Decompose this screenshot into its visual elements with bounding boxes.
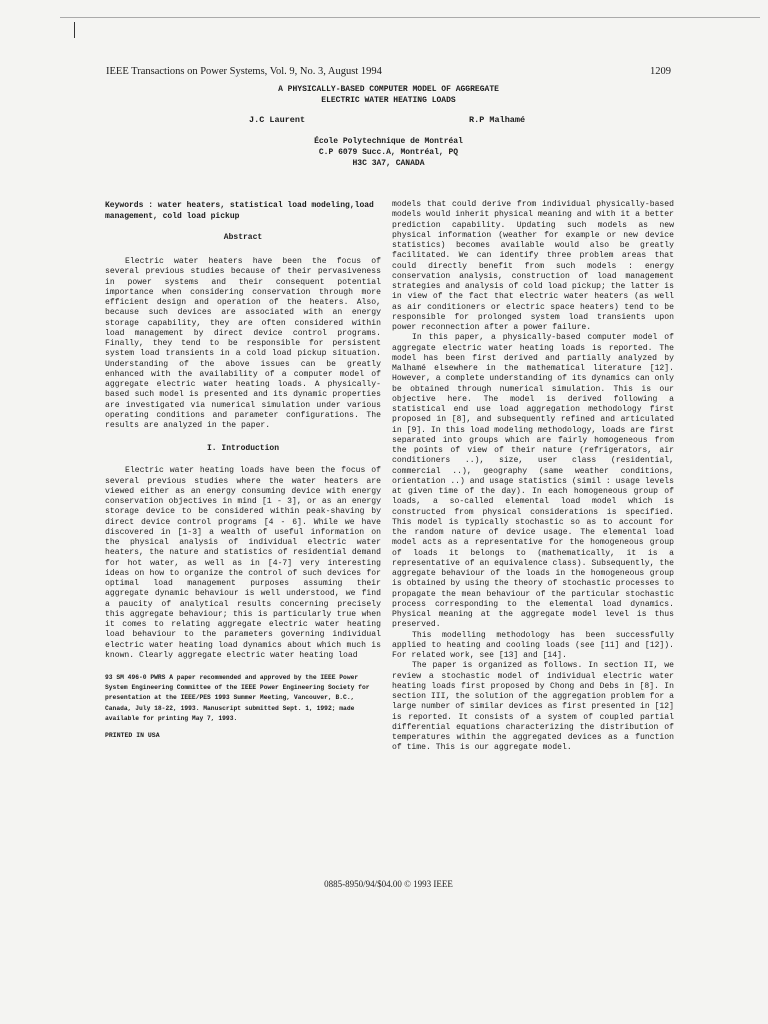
journal-citation: IEEE Transactions on Power Systems, Vol. 9, No. 3, August 1994 bbox=[106, 66, 382, 77]
left-column bbox=[105, 200, 381, 739]
introduction-heading: I. Introduction bbox=[206, 444, 279, 454]
affiliation bbox=[106, 136, 671, 169]
abstract-heading: Abstract bbox=[223, 233, 263, 242]
author-malhame: R.P Malhamé bbox=[469, 115, 526, 125]
scan-edge-mark bbox=[74, 22, 75, 38]
paragraph-model-description: In this paper, a physically-based computer model of aggregate electric water heating loads is reported. The model has been first derived and partially analyzed by Malhamé elsewhere in the mathematical literature [12]. However, a complete understanding of its dynamics can only be obtained through numerical simulation. This is our objective here. The model is derived following a statistical end use load aggregation methodology first proposed in [8], and subsequently refined and articulated in [9]. In this load modeling methodology, loads are first separated into groups which are fairly homogeneous from the points of view of their nature (refrigerators, air conditioners ..), size, user class (residential, commercial ..), geography (same weather conditions, orientation ..) and usage statistics (simil : usage levels at given time of the day). In each homogeneous group of loads, a so-called elemental load model which is constructed from physical considerations is specified. This model is typically stochastic so as to account for the random nature of device usage. The elemental load model acts as a representative for the homogeneous group of loads it belongs to (mathematically, it is a representative of an equivalence class). Subsequently, the aggregate behaviour of the loads in the homogeneous group is obtained by using the theory of stochastic processes to propagate the mean behaviour of the particular stochastic process corresponding to the elemental load dynamics. Physical meaning at the aggregate model level is thus preserved. bbox=[392, 333, 674, 630]
right-column bbox=[392, 200, 674, 754]
title-line-1: A PHYSICALLY-BASED COMPUTER MODEL OF AGGREGATE bbox=[278, 85, 499, 94]
paragraph-organization: The paper is organized as follows. In section II, we review a stochastic model of individual electric water heating loads first proposed by Chong and Debs in [8]. In section III, the solution of the aggregation problem for a large number of similar devices as first presented in [12] is reported. It consists of a system of coupled partial differential equations characterizing the distribution of temperatures within the aggregated devices as a function of time. This is our aggregate model. bbox=[392, 661, 674, 753]
affiliation-address: C.P 6079 Succ.A, Montréal, PQ bbox=[318, 148, 459, 157]
printed-in-usa: PRINTED IN USA bbox=[105, 732, 160, 740]
title-line-2: ELECTRIC WATER HEATING LOADS bbox=[321, 96, 456, 105]
page-number: 1209 bbox=[650, 66, 671, 77]
author-laurent: J.C Laurent bbox=[249, 115, 306, 125]
paragraph-continuation: models that could derive from individual physically-based models would inherit physical meaning and with it a better prediction capability. Updating such models as new physical information (weather for example or new device statistics) becomes available would also be greatly facilitated. We can identify three problem areas that could directly benefit from such models : energy conservation analysis, construction of load management strategies and analysis of cold load pickup; the latter is in view of the fact that electric water heaters (as well as air conditioners or electric space heaters) tend to be responsible for prolonged system load transients upon power reconnection after a power failure. bbox=[392, 200, 674, 332]
introduction-text: Electric water heating loads have been the focus of several previous studies where the water heaters are viewed either as an energy consuming device with energy conservation objectives in mind [1 - 3], or as an energy storage device to be considered within peak-shaving by direct device control programs [4 - 6]. While we have discovered in [1-3] a wealth of useful information on the physical analysis of individual electric water heaters, the nature and statistics of residential demand for hot water, as well as in [4-7] very interesting ideas on how to organize the control of such devices for optimal load management purposes assuming their aggregate dynamic behaviour is well understood, we find a paucity of analytical results concerning precisely this aggregate behaviour; this is particularly true when it comes to relating aggregate electric water heating load behaviour to the parameters governing individual electric water heating load dynamics about which much is known. Clearly aggregate electric water heating load bbox=[105, 466, 381, 660]
scan-top-edge bbox=[60, 17, 760, 18]
paper-title bbox=[106, 84, 671, 106]
footnote: 93 SM 496-0 PWRS A paper recommended and approved by the IEEE Power System Engineering Committee of the IEEE Power Engineering Society for presentation at the IEEE/PES 1993 Summer Meeting, Vancouver, B.C., Canada, July 18-22, 1993. Manuscript submitted Sept. 1, 1992; made available for printing May 7, 1993. bbox=[105, 674, 370, 722]
abstract-text: Electric water heaters have been the focus of several previous studies because of their pervasiveness in power systems and their consequent potential importance when considering conservation through more efficient design and operation of the heaters. Also, because such devices are associated with an energy storage capability, they are often considered within load management by direct device control programs. Finally, they tend to be responsible for persistent system load transients in a cold load pickup situation. Understanding of the above issues can be greatly enhanced with the availability of a computer model of aggregate electric water heating loads. A physically-based such model is presented and its dynamic properties are investigated via numerical simulation under various operating conditions and parameter configurations. The results are analyzed in the paper. bbox=[105, 257, 381, 430]
affiliation-postal: H3C 3A7, CANADA bbox=[352, 159, 425, 168]
running-header bbox=[106, 66, 671, 80]
keywords: Keywords : water heaters, statistical load modeling,load management, cold load pickup bbox=[105, 201, 374, 221]
affiliation-institution: École Polytechnique de Montréal bbox=[314, 137, 463, 146]
paragraph-methodology: This modelling methodology has been successfully applied to heating and cooling loads (see [11] and [12]). For related work, see [13] and [14]. bbox=[392, 630, 674, 660]
copyright-line: 0885-8950/94/$04.00 © 1993 IEEE bbox=[324, 879, 453, 889]
